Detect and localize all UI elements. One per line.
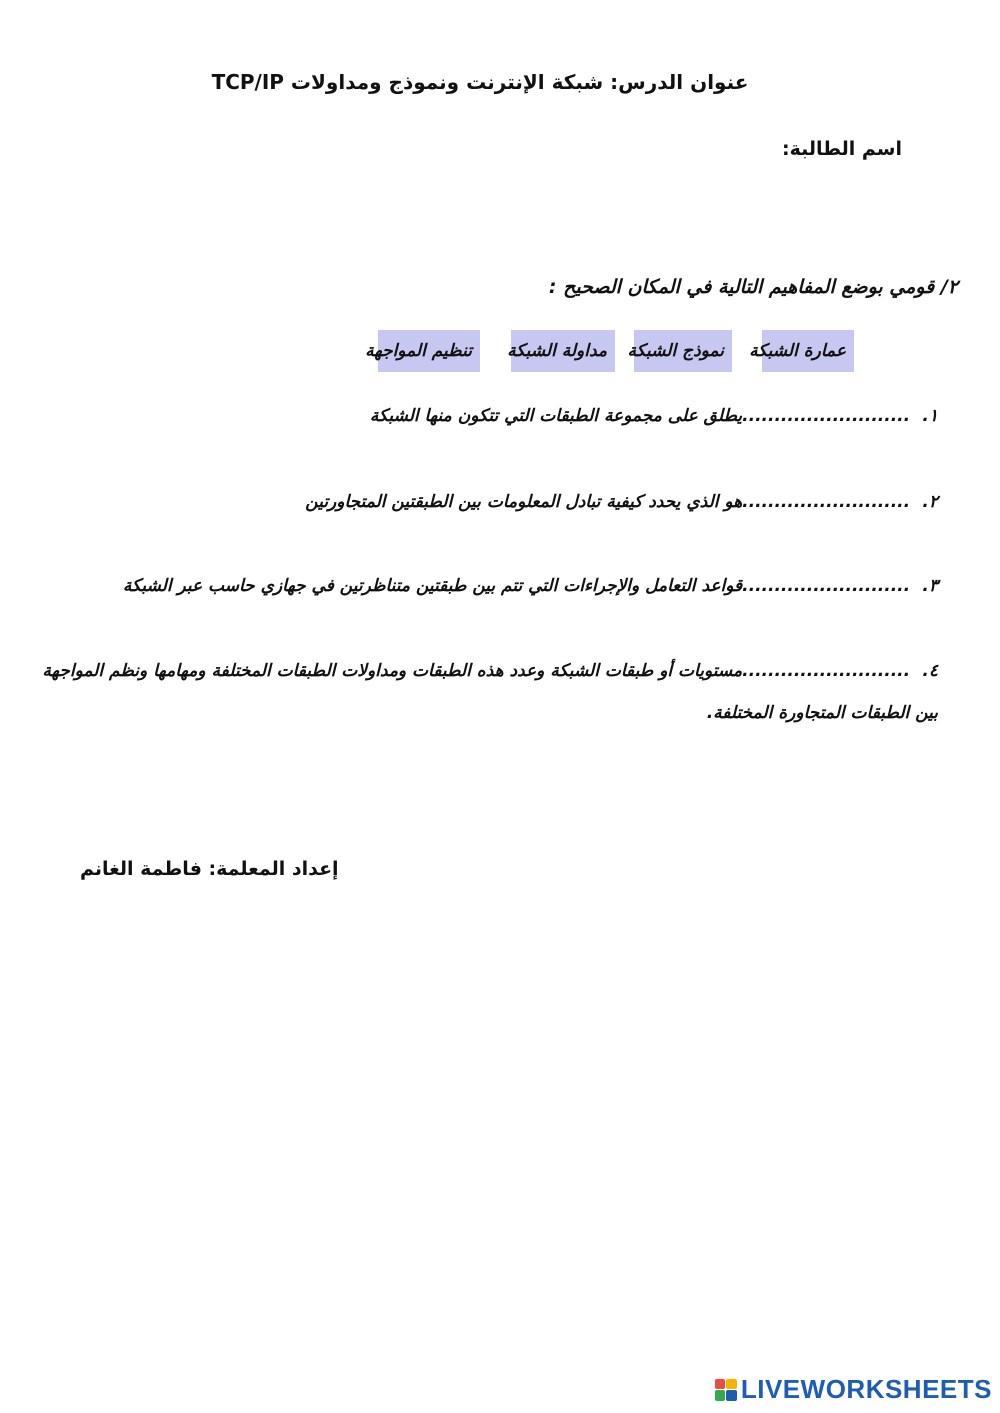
term-network-model[interactable]: نموذج الشبكة — [634, 330, 732, 372]
term-interface-organization[interactable]: تنظيم المواجهة — [378, 330, 480, 372]
question-item-2 — [305, 492, 938, 512]
question-text: مستويات أو طبقات الشبكة وعدد هذه الطبقات ومداولات الطبقات المختلفة ومهامها ونظم المواجهة بين الطبقات المتجاورة المختلفة. — [42, 661, 938, 723]
answer-blank[interactable]: .......................... — [742, 576, 911, 596]
exercise-instruction: ٢/ قومي بوضع المفاهيم التالية في المكان الصحيح : — [548, 276, 958, 298]
answer-blank[interactable]: .......................... — [742, 661, 911, 681]
brand-name: LIVEWORKSHEETS — [740, 1374, 992, 1404]
lesson-title: عنوان الدرس: شبكة الإنترنت ونموذج ومداولات TCP/IP — [211, 70, 749, 94]
liveworksheets-logo[interactable] — [715, 1374, 992, 1405]
question-number: ٤. — [922, 661, 938, 681]
question-item-4 — [38, 650, 938, 734]
question-number: ٣. — [922, 576, 938, 596]
question-text: يطلق على مجموعة الطبقات التي تتكون منها الشبكة — [369, 406, 743, 426]
question-text: هو الذي يحدد كيفية تبادل المعلومات بين الطبقتين المتجاورتين — [305, 492, 743, 512]
teacher-credit: إعداد المعلمة: فاطمة الغانم — [80, 858, 339, 880]
answer-blank[interactable]: .......................... — [742, 492, 911, 512]
question-item-1 — [370, 406, 938, 426]
term-network-architecture[interactable]: عمارة الشبكة — [762, 330, 854, 372]
question-number: ١. — [922, 406, 938, 426]
question-text: قواعد التعامل والإجراءات التي تتم بين طبقتين متناظرتين في جهازي حاسب عبر الشبكة — [122, 576, 743, 596]
question-item-3 — [123, 576, 938, 596]
liveworksheets-mark-icon — [715, 1379, 737, 1401]
term-network-protocol[interactable]: مداولة الشبكة — [511, 330, 615, 372]
student-name-label: اسم الطالبة: — [781, 138, 902, 160]
question-number: ٢. — [922, 492, 938, 512]
answer-blank[interactable]: .......................... — [742, 406, 911, 426]
